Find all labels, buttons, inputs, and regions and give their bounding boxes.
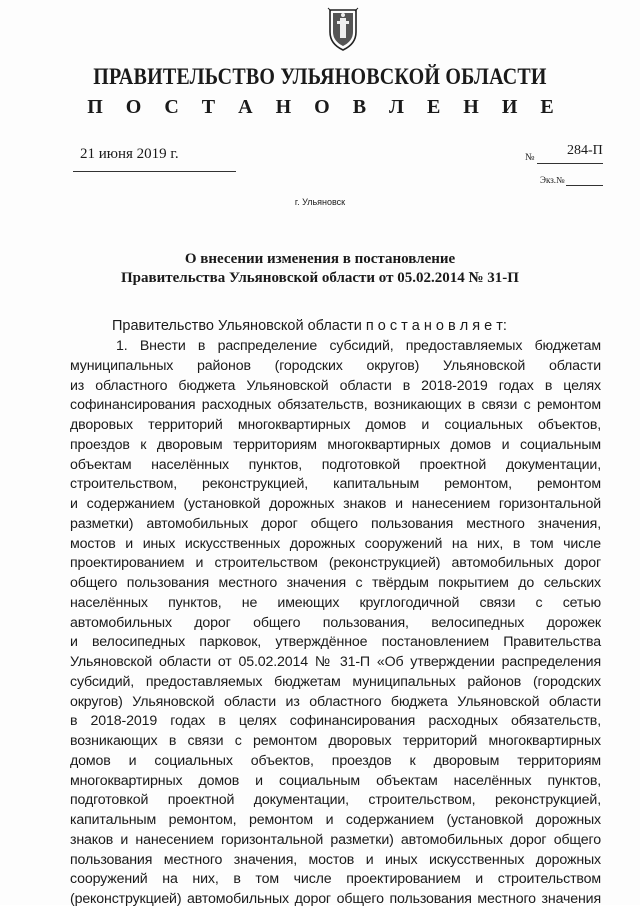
body-line: субсидий, предоставляемых бюджетам муниципальных районов (городских [70, 673, 601, 690]
body-line: объектам населённых пунктов, подготовкой проектной документации, [70, 456, 601, 473]
date-underline [73, 171, 236, 172]
document-number: 284-П [567, 143, 603, 158]
document-type: П О С Т А Н О В Л Е Н И Е [87, 96, 563, 118]
number-underline [537, 163, 603, 164]
body-line: и велосипедных парковок, утверждённое постановлением Правительства [70, 634, 601, 651]
city: г. Ульяновск [294, 197, 346, 207]
body-line: софинансирования расходных обязательств, возникающих в связи с ремонтом [70, 397, 601, 414]
body-line: многоквартирных домов и социальным объектам населённых пунктов, [70, 772, 601, 789]
subject-line-1: О внесении изменения в постановление [184, 251, 456, 267]
body-line: Ульяновской области от 05.02.2014 № 31-П «Об утверждении распределения [70, 654, 601, 670]
coat-of-arms-icon [326, 6, 360, 52]
body-line: капитальным ремонтом, ремонтом и содержанием (установкой дорожных [70, 812, 601, 828]
government-title: ПРАВИТЕЛЬСТВО УЛЬЯНОВСКОЙ ОБЛАСТИ [93, 64, 547, 90]
copy-number-underline [566, 185, 603, 186]
copy-number-label: Экз.№ [540, 175, 565, 185]
body-line: проектированием и строительством (реконструкцией) автомобильных дорог [70, 555, 601, 572]
body-line: строительством, реконструкцией, капитальным ремонтом, ремонтом [70, 476, 601, 493]
body-line: подготовкой проектной документации, строительством, реконструкцией, [70, 792, 601, 809]
body-line: общего пользования местного значения с твёрдым покрытием до сельских [70, 575, 601, 591]
body-line: проездов к дворовым территориям многоквартирных домов и социальным [70, 436, 601, 453]
body-text [70, 337, 601, 910]
body-line: (реконструкцией) автомобильных дорог общего пользования местного значения [70, 891, 601, 907]
body-line: пользования местного значения, мостов и иных искусственных дорожных [70, 851, 601, 868]
body-line: округов) Ульяновской области из областного бюджета Ульяновской области [70, 693, 601, 710]
number-label: № [525, 152, 535, 163]
body-line: из областного бюджета Ульяновской области в 2018-2019 годах в целях [70, 377, 601, 394]
body-line: и содержанием (установкой дорожных знаков и нанесением горизонтальной [70, 496, 601, 512]
document-subject [60, 250, 580, 288]
preamble: Правительство Ульяновской области п о с т а н о в л я е т: [112, 318, 507, 334]
body-line: муниципальных районов (городских округов) Ульяновской области [70, 357, 601, 374]
body-line: автомобильных дорог общего пользования, велосипедных дорожек [70, 614, 601, 631]
body-line: мостов и иных искусственных дорожных сооружений на них, в том числе [70, 535, 601, 552]
body-line: дворовых территорий многоквартирных домов и социальных объектов, [70, 417, 601, 433]
subject-line-2: Правительства Ульяновской области от 05.02.2014 № 31-П [121, 270, 519, 286]
body-line: населённых пунктов, не имеющих круглогодичной связи с сетью [70, 594, 601, 611]
body-line: 1. Внести в распределение субсидий, предоставляемых бюджетам [116, 338, 601, 354]
body-line: возникающих в связи с ремонтом дворовых территорий многоквартирных [70, 733, 601, 749]
body-line: в 2018-2019 годах в целях софинансирования расходных обязательств, [70, 713, 601, 730]
document-date: 21 июня 2019 г. [80, 146, 179, 162]
body-line: сооружений на них, в том числе проектированием и строительством [70, 871, 601, 888]
body-line: домов и социальных объектов, проездов к дворовым территориям [70, 752, 601, 769]
body-line: разметки) автомобильных дорог общего пользования местного значения, [70, 515, 601, 532]
body-line: знаков и нанесением горизонтальной разметки) автомобильных дорог общего [70, 831, 601, 848]
